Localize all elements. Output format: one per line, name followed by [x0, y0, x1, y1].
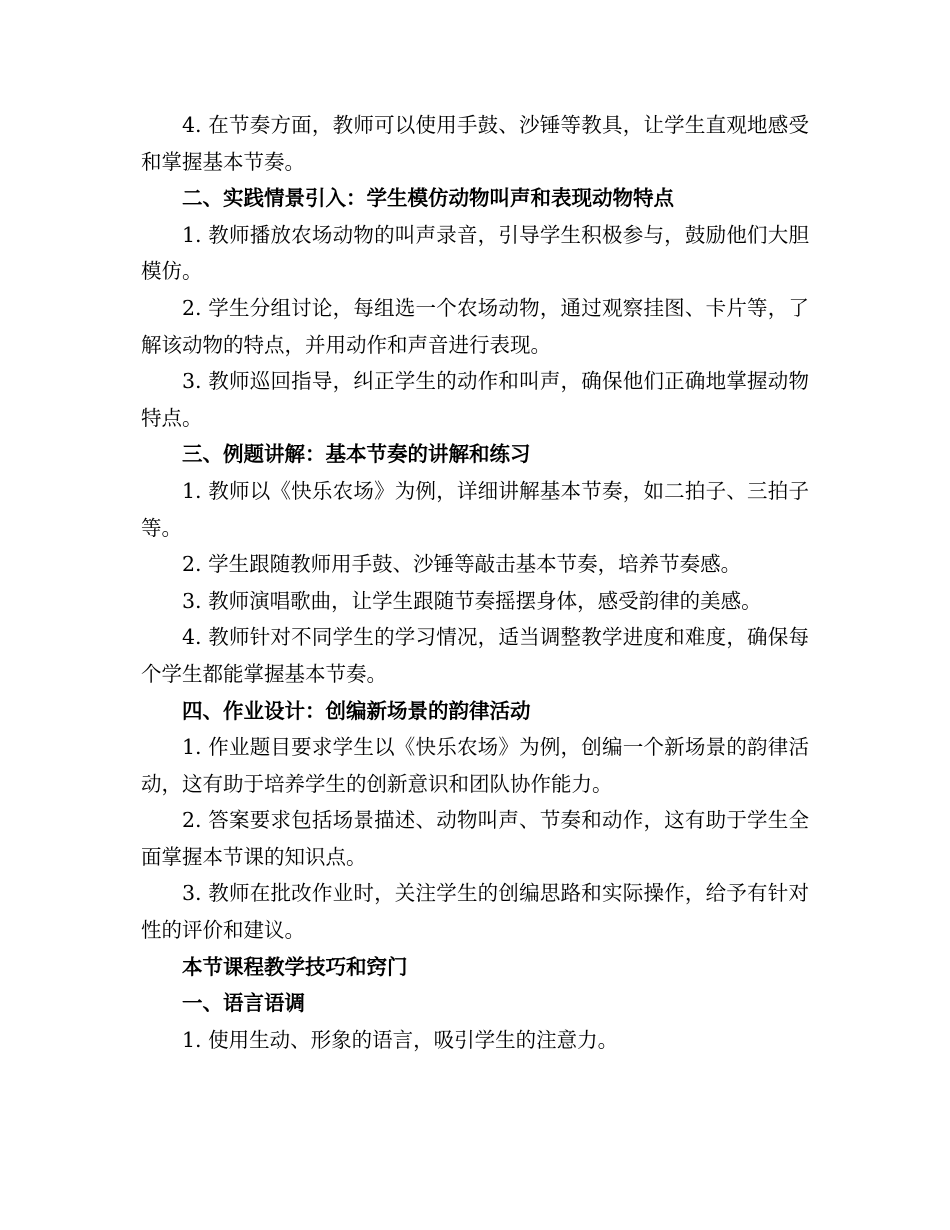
paragraph-vivid-language: 1. 使用生动、形象的语言，吸引学生的注意力。 [182, 1027, 619, 1052]
paragraph-group-discussion: 2. 学生分组讨论，每组选一个农场动物，通过观察挂图、卡片等，了解该动物的特点，并用动作和声音进行表现。 [141, 295, 809, 357]
paragraph-follow-rhythm: 2. 学生跟随教师用手鼓、沙锤等敲击基本节奏，培养节奏感。 [182, 552, 742, 577]
section-heading-language-tone: 一、语言语调 [182, 991, 305, 1016]
section-heading-homework-design: 四、作业设计：创编新场景的韵律活动 [182, 698, 531, 723]
section-heading-teaching-tips: 本节课程教学技巧和窍门 [182, 954, 408, 979]
document-body [141, 107, 809, 1058]
paragraph-explain-rhythm: 1. 教师以《快乐农场》为例，详细讲解基本节奏，如二拍子、三拍子等。 [141, 478, 809, 540]
paragraph-homework-topic: 1. 作业题目要求学生以《快乐农场》为例，创编一个新场景的韵律活动，这有助于培养学生的创新意识和团队协作能力。 [141, 735, 809, 796]
paragraph-play-recordings: 1. 教师播放农场动物的叫声录音，引导学生积极参与，鼓励他们大胆模仿。 [141, 222, 809, 284]
paragraph-teacher-guidance: 3. 教师巡回指导，纠正学生的动作和叫声，确保他们正确地掌握动物特点。 [141, 369, 809, 430]
paragraph-grading: 3. 教师在批改作业时，关注学生的创编思路和实际操作，给予有针对性的评价和建议。 [141, 881, 809, 943]
section-heading-example-explanation: 三、例题讲解：基本节奏的讲解和练习 [182, 442, 531, 467]
section-heading-practice-scenario: 二、实践情景引入：学生模仿动物叫声和表现动物特点 [182, 186, 674, 211]
paragraph-adjust-progress: 4. 教师针对不同学生的学习情况，适当调整教学进度和难度，确保每个学生都能掌握基本节奏。 [141, 625, 809, 686]
paragraph-answer-requirements: 2. 答案要求包括场景描述、动物叫声、节奏和动作，这有助于学生全面掌握本节课的知识点。 [141, 808, 809, 869]
paragraph-rhythm-tools: 4. 在节奏方面，教师可以使用手鼓、沙锤等教具，让学生直观地感受和掌握基本节奏。 [141, 113, 809, 174]
paragraph-sing-song: 3. 教师演唱歌曲，让学生跟随节奏摇摆身体，感受韵律的美感。 [182, 588, 762, 613]
